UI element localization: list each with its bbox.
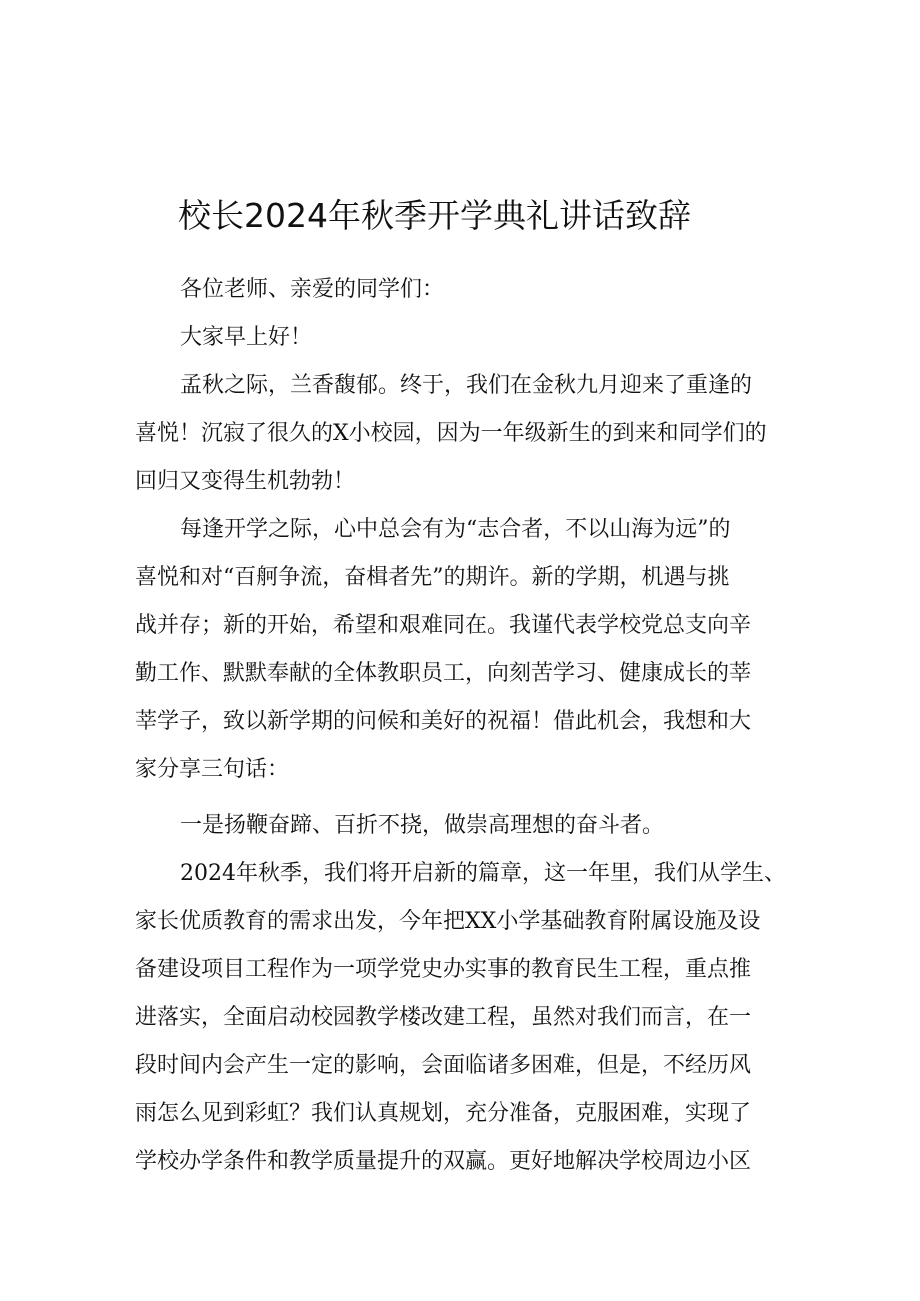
paragraph-line: 学校办学条件和教学质量提升的双赢。更好地解决学校周边小区 bbox=[135, 1149, 752, 1174]
paragraph-line: 家长优质教育的需求出发，今年把XX小学基础教育附属设施及设 bbox=[135, 909, 761, 934]
paragraph-line: 2024年秋季，我们将开启新的篇章，这一年里，我们从学生、 bbox=[180, 861, 786, 886]
paragraph-line: 回归又变得生机勃勃！ bbox=[135, 469, 356, 494]
salutation-line: 各位老师、亲爱的同学们： bbox=[180, 277, 445, 302]
paragraph-line: 喜悦！沉寂了很久的X小校园，因为一年级新生的到来和同学们的 bbox=[135, 421, 767, 446]
paragraph-line: 每逢开学之际，心中总会有为“志合者，不以山海为远”的 bbox=[180, 517, 731, 542]
document-title: 校长2024年秋季开学典礼讲话致辞 bbox=[178, 196, 691, 236]
paragraph-line: 战并存；新的开始，希望和艰难同在。我谨代表学校党总支向辛 bbox=[135, 613, 752, 638]
greeting-line: 大家早上好！ bbox=[180, 325, 313, 350]
paragraph-line: 喜悦和对“百舸争流，奋楫者先”的期许。新的学期，机遇与挑 bbox=[135, 565, 730, 590]
paragraph-line: 孟秋之际，兰香馥郁。终于，我们在金秋九月迎来了重逢的 bbox=[180, 373, 753, 398]
paragraph-line: 莘学子，致以新学期的问候和美好的祝福！借此机会，我想和大 bbox=[135, 709, 752, 734]
paragraph-line: 进落实，全面启动校园教学楼改建工程，虽然对我们而言，在一 bbox=[135, 1005, 752, 1030]
paragraph-line: 备建设项目工程作为一项学党史办实事的教育民生工程，重点推 bbox=[135, 957, 752, 982]
paragraph-line: 勤工作、默默奉献的全体教职员工，向刻苦学习、健康成长的莘 bbox=[135, 661, 752, 686]
section-heading-line: 一是扬鞭奋蹄、百折不挠，做崇高理想的奋斗者。 bbox=[180, 813, 665, 838]
paragraph-line: 雨怎么见到彩虹？我们认真规划，充分准备，克服困难，实现了 bbox=[135, 1101, 752, 1126]
paragraph-line: 段时间内会产生一定的影响，会面临诸多困难，但是，不经历风 bbox=[135, 1053, 752, 1078]
paragraph-line: 家分享三句话： bbox=[135, 757, 290, 782]
